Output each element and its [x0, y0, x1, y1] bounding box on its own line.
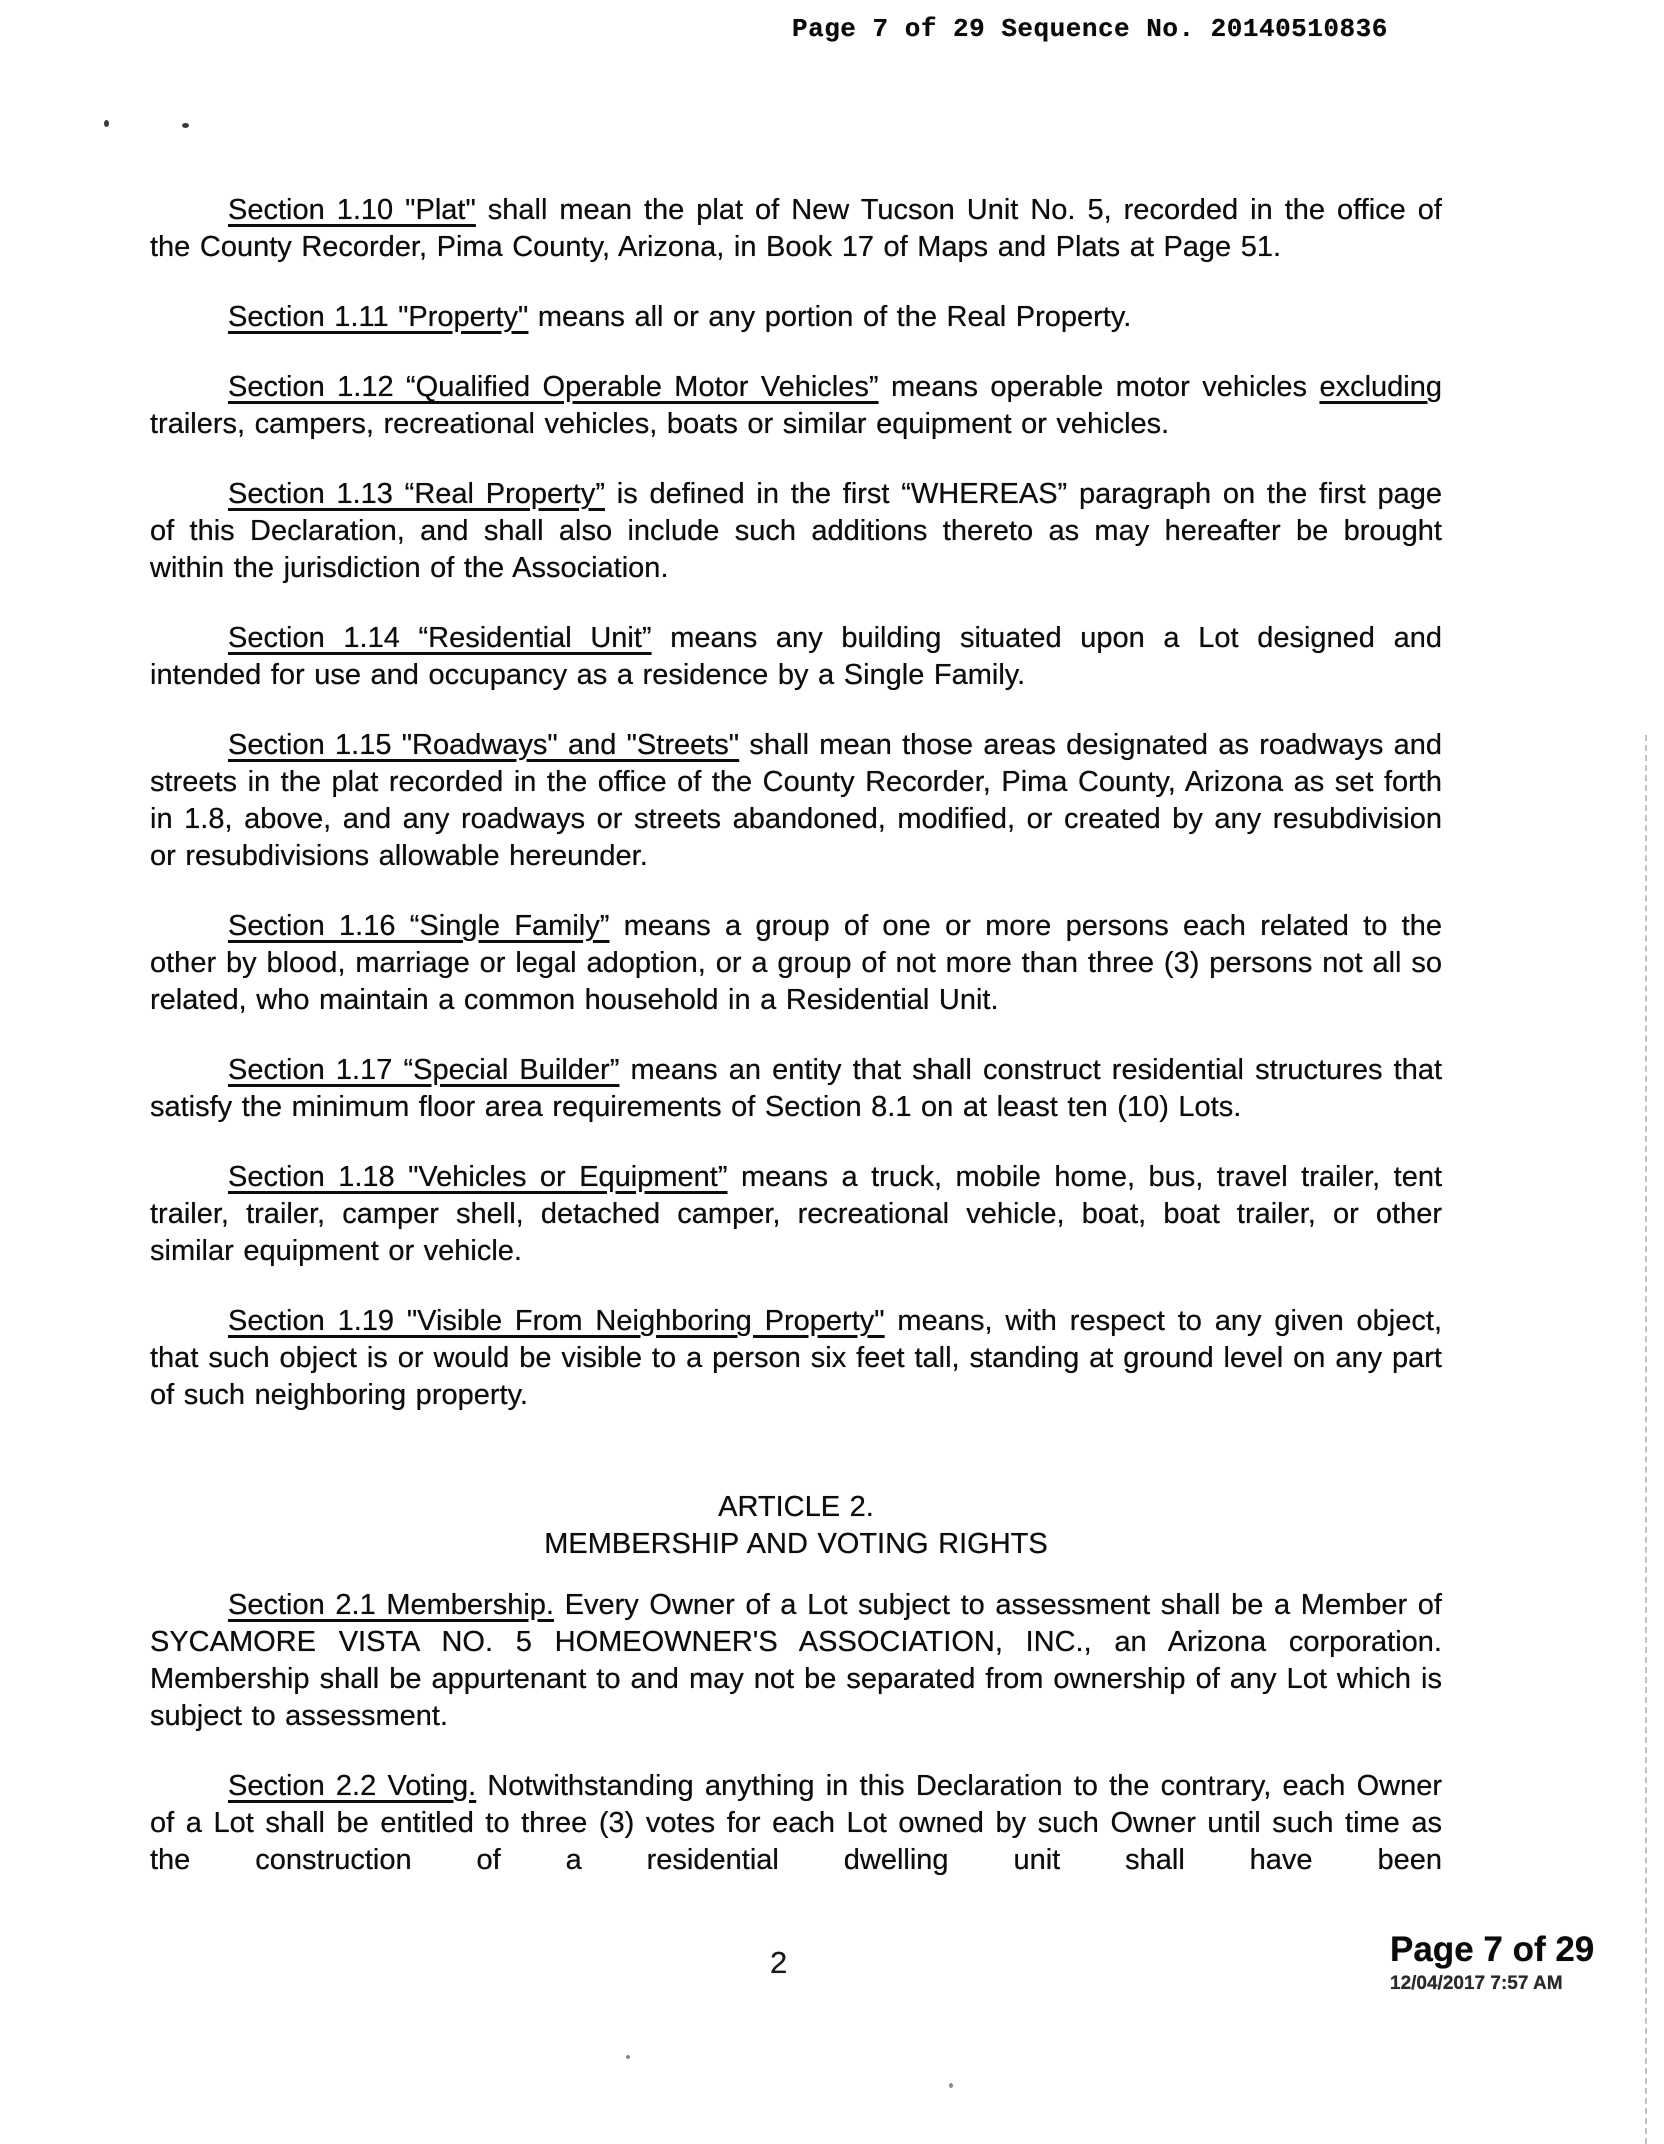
section-title-underlined: Section 1.11 "Property" — [228, 301, 529, 333]
section-text: is defined in the first “WHEREAS” paragraph on the first page of this Declaration, and shall also include such additions thereto as may hereafter be brought within the jurisdiction of the Association. — [150, 478, 1442, 584]
section-text: Notwithstanding anything in this Declaration to the contrary, each Owner of a Lot shall be entitled to three (3) votes for each Lot owned by such Owner until such time as the construction of a residential dwelling unit shall have been — [150, 1770, 1442, 1876]
footer-stamp — [1390, 1930, 1594, 1995]
section-text: Every Owner of a Lot subject to assessment shall be a Member of SYCAMORE VISTA NO. 5 HOMEOWNER'S ASSOCIATION, INC., an Arizona corporation. Membership shall be appurtenant to and may not be separated from ownership of any Lot which is subject to assessment. — [150, 1589, 1442, 1732]
article-heading — [150, 1489, 1442, 1563]
section-text: shall mean the plat of New Tucson Unit No. 5, recorded in the office of the County Recorder, Pima County, Arizona, in Book 17 of Maps and Plats at Page 51. — [150, 194, 1442, 263]
section-title-underlined: Section 1.13 “Real Property” — [228, 478, 606, 510]
scan-speck — [104, 120, 109, 127]
section-title-underlined: Section 1.19 "Visible From Neighboring Property" — [228, 1305, 885, 1337]
section-text: means all or any portion of the Real Property. — [528, 301, 1132, 333]
section-paragraph — [150, 620, 1442, 694]
stamp-datetime: 12/04/2017 7:57 AM — [1390, 1973, 1563, 1994]
section-text: means a truck, mobile home, bus, travel trailer, tent trailer, trailer, camper shell, detached camper, recreational vehicle, boat, boat trailer, or other similar equipment or vehicle. — [150, 1161, 1443, 1267]
section-title-underlined: excluding — [1319, 371, 1442, 403]
section-paragraph — [150, 727, 1442, 875]
document-body — [150, 192, 1442, 1912]
scan-speck — [182, 123, 189, 128]
section-text: means an entity that shall construct residential structures that satisfy the minimum floor area requirements of Section 8.1 on at least ten (10) Lots. — [150, 1054, 1443, 1123]
section-title-underlined: Section 1.17 “Special Builder” — [228, 1054, 620, 1086]
section-title-underlined: Section 1.15 "Roadways" and "Streets" — [228, 729, 740, 761]
section-text: means any building situated upon a Lot designed and intended for use and occupancy as a residence by a Single Family. — [150, 622, 1442, 691]
section-paragraph — [150, 1587, 1442, 1735]
section-text: means operable motor vehicles — [878, 371, 1320, 403]
scan-header-text: Page 7 of 29 Sequence No. 20140510836 — [792, 14, 1388, 44]
section-text: means a group of one or more persons each related to the other by blood, marriage or legal adoption, or a group of not more than three (3) persons not all so related, who maintain a common household in a Residential Unit. — [150, 910, 1442, 1016]
scan-edge-dotted-line — [1645, 735, 1647, 2144]
section-paragraph — [150, 369, 1442, 443]
section-paragraph — [150, 192, 1442, 266]
section-title-underlined: Section 1.18 "Vehicles or Equipment” — [228, 1161, 728, 1193]
section-text: trailers, campers, recreational vehicles, boats or similar equipment or vehicles. — [150, 408, 1170, 440]
section-title-underlined: Section 1.16 “Single Family” — [228, 910, 610, 942]
section-title-underlined: Section 1.14 “Residential Unit” — [228, 622, 652, 654]
section-title-underlined: Section 1.10 "Plat" — [228, 194, 476, 226]
section-paragraph — [150, 299, 1442, 336]
section-paragraph — [150, 1768, 1442, 1879]
section-paragraph — [150, 1303, 1442, 1414]
section-title-underlined: Section 2.1 Membership. — [228, 1589, 554, 1621]
section-text: shall mean those areas designated as roadways and streets in the plat recorded in the office of the County Recorder, Pima County, Arizona as set forth in 1.8, above, and any roadways or streets abandoned, modified, or created by any resubdivision or resubdivisions allowable hereunder. — [150, 729, 1443, 872]
section-paragraph — [150, 1052, 1442, 1126]
section-paragraph — [150, 1159, 1442, 1270]
article-heading-line: MEMBERSHIP AND VOTING RIGHTS — [544, 1528, 1048, 1560]
section-paragraph — [150, 908, 1442, 1019]
scan-speck — [626, 2055, 630, 2059]
scan-speck — [949, 2083, 953, 2088]
section-title-underlined: Section 1.12 “Qualified Operable Motor Vehicles” — [228, 371, 879, 403]
stamp-page-label: Page 7 of 29 — [1390, 1930, 1595, 1969]
section-title-underlined: Section 2.2 Voting. — [228, 1770, 477, 1802]
page-number: 2 — [770, 1945, 788, 1980]
section-text: means, with respect to any given object, that such object is or would be visible to a person six feet tall, standing at ground level on any part of such neighboring property. — [150, 1305, 1442, 1411]
section-paragraph — [150, 476, 1442, 587]
article-heading-line: ARTICLE 2. — [718, 1491, 874, 1523]
